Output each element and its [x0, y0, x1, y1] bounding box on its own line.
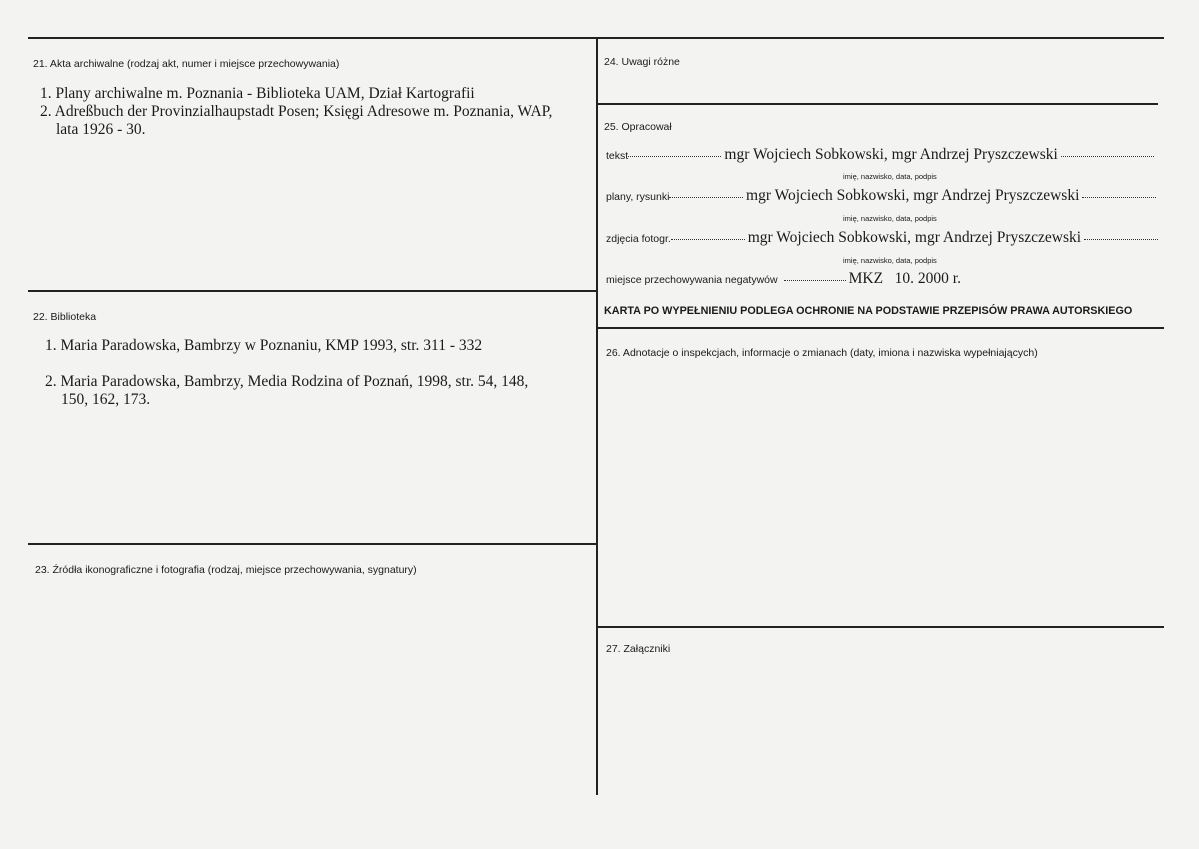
- negatives-row: [606, 270, 1006, 288]
- section-21-item-2: 2. Adreßbuch der Provinzialhaupstadt Posen; Księgi Adresowe m. Poznania, WAP,: [40, 103, 553, 120]
- section-25-label: 25. Opracował: [604, 121, 672, 133]
- rule-24-25: [597, 103, 1158, 105]
- column-divider: [596, 37, 598, 795]
- author-row-drawings: [606, 187, 1156, 205]
- dotted-line: [628, 156, 721, 157]
- row-value: mgr Wojciech Sobkowski, mgr Andrzej Pryszczewski: [747, 229, 1082, 246]
- caption-3: imię, nazwisko, data, podpis: [843, 256, 937, 265]
- rule-22-23: [28, 543, 596, 545]
- dotted-line: [784, 280, 846, 281]
- row-key: zdjęcia fotogr.: [606, 233, 671, 245]
- copyright-notice: KARTA PO WYPEŁNIENIU PODLEGA OCHRONIE NA PODSTAWIE PRZEPISÓW PRAWA AUTORSKIEGO: [604, 305, 1133, 317]
- rule-26-27: [597, 626, 1164, 628]
- dotted-line: [1061, 156, 1154, 157]
- section-27-label: 27. Załączniki: [606, 643, 671, 655]
- section-21-item-1: 1. Plany archiwalne m. Poznania - Biblioteka UAM, Dział Kartografii: [40, 85, 475, 102]
- dotted-line: [671, 239, 745, 240]
- section-22-item-2: 2. Maria Paradowska, Bambrzy, Media Rodzina of Poznań, 1998, str. 54, 148,: [45, 373, 529, 390]
- rule-21-22: [28, 290, 596, 292]
- author-row-photos: [606, 229, 1158, 247]
- dotted-line: [1082, 197, 1156, 198]
- dotted-line: [1084, 239, 1158, 240]
- negatives-label: miejsce przechowywania negatywów: [606, 274, 778, 286]
- section-24-label: 24. Uwagi różne: [604, 56, 680, 68]
- section-22-item-1: 1. Maria Paradowska, Bambrzy w Poznaniu, KMP 1993, str. 311 - 332: [45, 337, 483, 354]
- rule-notice: [597, 327, 1164, 329]
- caption-1: imię, nazwisko, data, podpis: [843, 172, 937, 181]
- section-22-item-2-cont: 150, 162, 173.: [61, 391, 151, 408]
- section-26-label: 26. Adnotacje o inspekcjach, informacje o zmianach (daty, imiona i nazwiska wypełniających): [606, 347, 1038, 359]
- negatives-value: MKZ 10. 2000 r.: [848, 270, 961, 287]
- row-key: tekst: [606, 150, 629, 162]
- author-row-text: [606, 146, 1154, 164]
- row-value: mgr Wojciech Sobkowski, mgr Andrzej Pryszczewski: [746, 187, 1080, 204]
- section-21-label: 21. Akta archiwalne (rodzaj akt, numer i miejsce przechowywania): [33, 58, 340, 70]
- section-23-label: 23. Źródła ikonograficzne i fotografia (rodzaj, miejsce przechowywania, sygnatury): [35, 564, 417, 576]
- dotted-line: [669, 197, 743, 198]
- caption-2: imię, nazwisko, data, podpis: [843, 214, 937, 223]
- row-key: plany, rysunki: [606, 191, 670, 203]
- section-22-label: 22. Biblioteka: [33, 311, 97, 323]
- row-value: mgr Wojciech Sobkowski, mgr Andrzej Pryszczewski: [724, 146, 1058, 163]
- section-21-item-2-cont: lata 1926 - 30.: [56, 121, 146, 138]
